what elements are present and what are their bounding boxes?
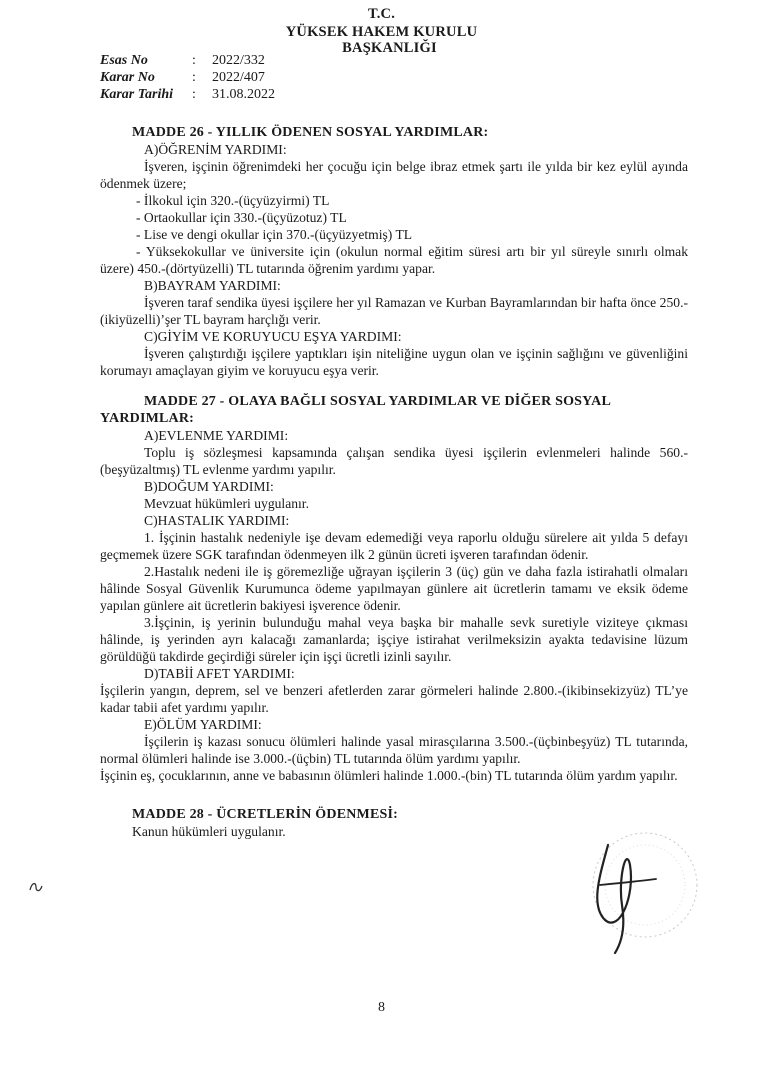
paragraph: 3.İşçinin, iş yerinin bulunduğu mahal veya başka bir mahalle sevk suretiyle viziteye çıkması hâlinde, iş yerinden ayrı kalacağı zamanlarda; işçiye istirahat verilmeksizin ayakta tedavisine lüzum görüldüğü takdirde geçirdiği süreler için işçi ücretli izinli sayılır. xyxy=(100,615,688,664)
list-item: - İlkokul için 320.-(üçyüzyirmi) TL xyxy=(136,193,330,208)
section-heading: A)EVLENME YARDIMI: xyxy=(144,428,289,443)
list-item: - Lise ve dengi okullar için 370.-(üçyüzyetmiş) TL xyxy=(136,227,413,242)
header-tc: T.C. xyxy=(367,6,396,22)
document-body xyxy=(100,124,688,840)
paragraph: İşveren, işçinin öğrenimdeki her çocuğu için belge ibraz etmek şartı ile yılda bir kez eylül ayında ödenmek üzere; xyxy=(100,159,688,191)
meta-label: Karar Tarihi xyxy=(100,87,174,102)
paragraph: Mevzuat hükümleri uygulanır. xyxy=(144,496,309,511)
section-heading: B)DOĞUM YARDIMI: xyxy=(144,479,274,494)
paragraph: 1. İşçinin hastalık nedeniyle işe devam edemediği veya raporlu olduğu sürelere ait yılda 5 defayı geçmemek üzere SGK tarafından ödenmeyen ilk 2 günün ücreti işveren tarafından ödenir. xyxy=(100,530,688,562)
case-meta xyxy=(100,52,275,103)
meta-row-karar: Karar No : 2022/407 xyxy=(100,70,265,85)
paragraph: İşveren çalıştırdığı işçilere yaptıkları işin niteliğine uygun olan ve işçinin sağlığını ve güvenliğini korumayı amaçlayan giyim ve koruyucu eşya verir. xyxy=(100,346,688,378)
meta-label: Karar No xyxy=(100,70,155,85)
meta-label: Esas No xyxy=(100,53,148,68)
section-heading: A)ÖĞRENİM YARDIMI: xyxy=(144,142,287,157)
paragraph: Toplu iş sözleşmesi kapsamında çalışan sendika üyesi işçilerin evlenmeleri halinde 560.-(beşyüzaltmış) TL evlenme yardımı yapılır. xyxy=(100,445,688,477)
paragraph: İşveren taraf sendika üyesi işçilere her yıl Ramazan ve Kurban Bayramlarından bir hafta önce 250.-(ikiyüzelli)’şer TL bayram harçlığı verir. xyxy=(100,295,688,327)
paragraph: İşçilerin yangın, deprem, sel ve benzeri afetlerden zarar görmeleri halinde 2.800.-(ikibinsekizyüz) TL’ye kadar tabii afet yardımı yapılır. xyxy=(100,683,688,715)
meta-value: 2022/407 xyxy=(212,70,265,85)
page-number: 8 xyxy=(378,1000,385,1015)
paragraph: İşçinin eş, çocuklarının, anne ve babasının ölümleri halinde 1.000.-(bin) TL tutarında ölüm yardım yapılır. xyxy=(100,768,678,783)
header-presidency: BAŞKANLIĞI xyxy=(342,40,437,56)
list-item: - Ortaokullar için 330.-(üçyüzotuz) TL xyxy=(136,210,347,225)
paragraph: 2.Hastalık nedeni ile iş göremezliğe uğrayan işçilerin 3 (üç) gün ve daha fazla istirahatli olmaları hâlinde Sosyal Güvenlik Kurumunca ödeme yapılmayan günlere ait ücretlerin tamamı ve eksik ödeme yapılan günlere ait ücretlerin bakiyesi işverence ödenir. xyxy=(100,564,688,613)
paragraph: Kanun hükümleri uygulanır. xyxy=(132,824,286,839)
article-27-title: MADDE 27 - OLAYA BAĞLI SOSYAL YARDIMLAR VE DİĞER SOSYAL YARDIMLAR: xyxy=(100,394,611,426)
meta-value: 31.08.2022 xyxy=(212,87,275,102)
section-heading: C)HASTALIK YARDIMI: xyxy=(144,513,290,528)
meta-value: 2022/332 xyxy=(212,53,265,68)
section-heading: E)ÖLÜM YARDIMI: xyxy=(144,717,262,732)
signature-stamp xyxy=(560,825,710,955)
meta-row-esas: Esas No : 2022/332 xyxy=(100,53,265,68)
section-heading: C)GİYİM VE KORUYUCU EŞYA YARDIMI: xyxy=(144,329,402,344)
meta-row-date: Karar Tarihi : 31.08.2022 xyxy=(100,87,275,102)
article-28-title: MADDE 28 - ÜCRETLERİN ÖDENMESİ: xyxy=(132,807,398,822)
margin-initial-mark xyxy=(28,880,44,894)
paragraph: İşçilerin iş kazası sonucu ölümleri halinde yasal mirasçılarına 3.500.-(üçbinbeşyüz) TL tutarında, normal ölümleri halinde ise 3.000.-(üçbin) TL tutarında ölüm yardımı yapılır. xyxy=(100,734,688,766)
list-item: - Yüksekokullar ve üniversite için (okulun normal eğitim süresi artı bir yıl süreyle sınırlı olmak üzere) 450.-(dörtyüzelli) TL tutarında öğrenim yardımı yapar. xyxy=(100,244,688,276)
article-26-title: MADDE 26 - YILLIK ÖDENEN SOSYAL YARDIMLAR: xyxy=(132,125,489,140)
header-institution: YÜKSEK HAKEM KURULU xyxy=(285,24,478,40)
section-heading: B)BAYRAM YARDIMI: xyxy=(144,278,281,293)
section-heading: D)TABİİ AFET YARDIMI: xyxy=(144,666,295,681)
